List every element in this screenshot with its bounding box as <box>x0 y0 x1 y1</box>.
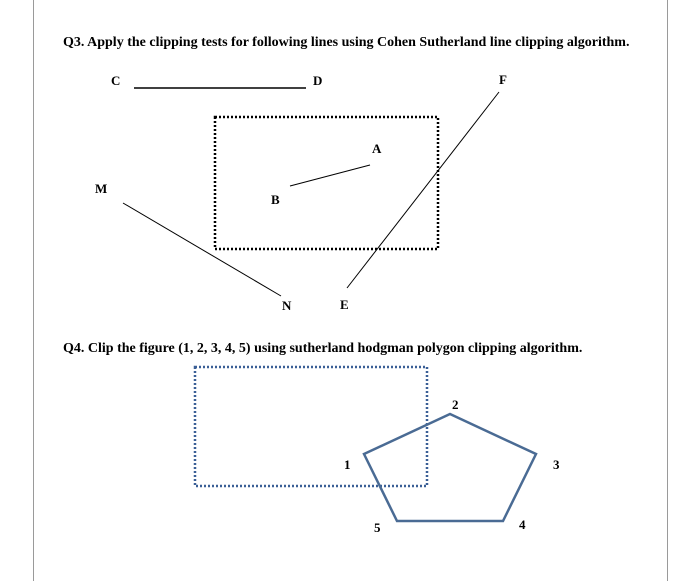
label-e: E <box>340 297 349 312</box>
vertex-label-2: 2 <box>452 397 459 412</box>
label-b: B <box>271 192 280 207</box>
vertex-label-4: 4 <box>519 517 526 532</box>
label-f: F <box>499 72 507 87</box>
q3-diagram <box>95 72 507 313</box>
q3-clip-window <box>215 117 438 249</box>
label-n: N <box>282 298 292 313</box>
label-m: M <box>95 181 108 196</box>
question-4-text: Q4. Clip the figure (1, 2, 3, 4, 5) using sutherland hodgman polygon clipping algorithm. <box>63 341 583 356</box>
line-mn <box>123 203 281 296</box>
label-c: C <box>111 73 121 88</box>
label-d: D <box>313 73 323 88</box>
vertex-label-5: 5 <box>374 520 381 535</box>
question-3-text: Q3. Apply the clipping tests for following lines using Cohen Sutherland line clipping algorithm. <box>63 35 630 50</box>
pentagon-polygon <box>364 414 536 521</box>
line-ef <box>347 92 499 288</box>
line-ab <box>290 165 370 186</box>
vertex-label-3: 3 <box>553 457 560 472</box>
label-a: A <box>372 141 382 156</box>
q4-diagram <box>195 367 560 535</box>
q4-clip-window <box>195 367 427 486</box>
vertex-label-1: 1 <box>344 457 351 472</box>
